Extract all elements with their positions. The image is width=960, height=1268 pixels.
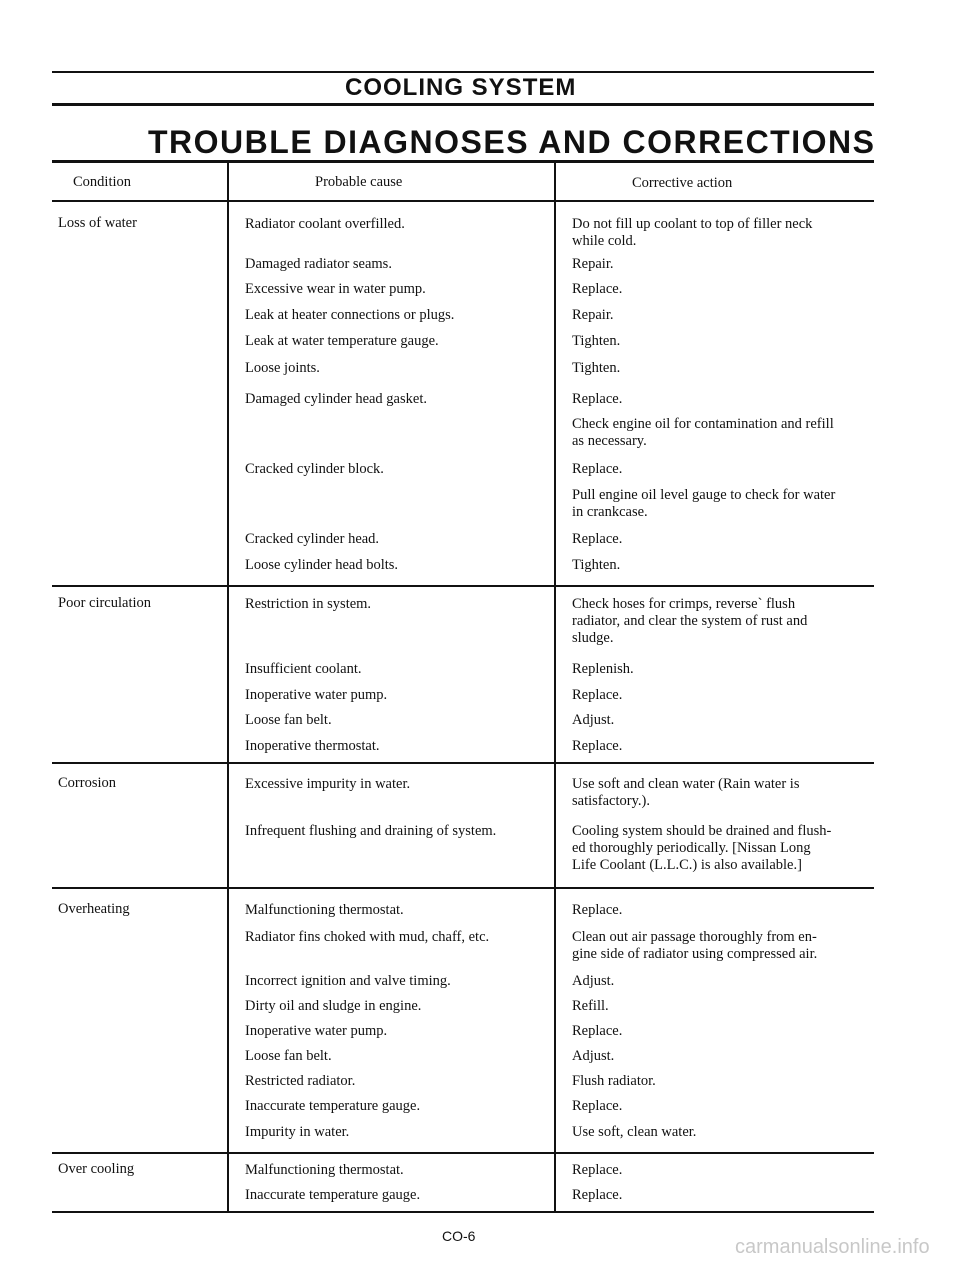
- corrective-action: Replace.: [572, 738, 623, 754]
- table-bottom-rule: [52, 1211, 874, 1213]
- corrective-action: in crankcase.: [572, 504, 648, 520]
- column-divider-1: [227, 163, 229, 1213]
- group-divider: [52, 762, 874, 764]
- probable-cause: Dirty oil and sludge in engine.: [245, 998, 422, 1014]
- probable-cause: Inoperative thermostat.: [245, 738, 380, 754]
- corrective-action: Life Coolant (L.L.C.) is also available.]: [572, 857, 802, 873]
- probable-cause: Loose joints.: [245, 360, 320, 376]
- probable-cause: Infrequent flushing and draining of system.: [245, 823, 497, 839]
- corrective-action: Replace.: [572, 687, 623, 703]
- probable-cause: Radiator coolant overfilled.: [245, 216, 405, 232]
- probable-cause: Excessive impurity in water.: [245, 776, 411, 792]
- group-divider: [52, 887, 874, 889]
- probable-cause: Radiator fins choked with mud, chaff, etc.: [245, 929, 490, 945]
- section-title: COOLING SYSTEM: [345, 74, 577, 101]
- group-divider: [52, 585, 874, 587]
- header-condition: Condition: [73, 174, 132, 190]
- probable-cause: Loose fan belt.: [245, 712, 332, 728]
- corrective-action: Flush radiator.: [572, 1073, 656, 1089]
- corrective-action: Do not fill up coolant to top of filler neck: [572, 216, 813, 232]
- corrective-action: Replace.: [572, 1162, 623, 1178]
- probable-cause: Inoperative water pump.: [245, 687, 388, 703]
- probable-cause: Incorrect ignition and valve timing.: [245, 973, 451, 989]
- header-corrective-action: Corrective action: [632, 175, 733, 191]
- corrective-action: Pull engine oil level gauge to check for water: [572, 487, 836, 503]
- probable-cause: Leak at water temperature gauge.: [245, 333, 439, 349]
- corrective-action: Refill.: [572, 998, 609, 1014]
- probable-cause: Impurity in water.: [245, 1124, 350, 1140]
- corrective-action: Tighten.: [572, 333, 621, 349]
- corrective-action: Replace.: [572, 1023, 623, 1039]
- corrective-action: Adjust.: [572, 973, 615, 989]
- corrective-action: Check engine oil for contamination and refill: [572, 416, 834, 432]
- corrective-action: Replace.: [572, 1098, 623, 1114]
- page-number: CO-6: [442, 1228, 476, 1244]
- probable-cause: Restriction in system.: [245, 596, 372, 612]
- probable-cause: Inaccurate temperature gauge.: [245, 1098, 421, 1114]
- corrective-action: Tighten.: [572, 360, 621, 376]
- probable-cause: Inaccurate temperature gauge.: [245, 1187, 421, 1203]
- corrective-action: Replace.: [572, 902, 623, 918]
- corrective-action: Repair.: [572, 307, 614, 323]
- probable-cause: Loose fan belt.: [245, 1048, 332, 1064]
- corrective-action: Replenish.: [572, 661, 634, 677]
- corrective-action: sludge.: [572, 630, 614, 646]
- header-probable-cause: Probable cause: [315, 174, 403, 190]
- corrective-action: satisfactory.).: [572, 793, 650, 809]
- corrective-action: ed thoroughly periodically. [Nissan Long: [572, 840, 811, 856]
- page-title: TROUBLE DIAGNOSES AND CORRECTIONS: [148, 124, 876, 160]
- corrective-action: Replace.: [572, 531, 623, 547]
- corrective-action: Use soft and clean water (Rain water is: [572, 776, 800, 792]
- group-divider: [52, 1152, 874, 1154]
- column-divider-2: [554, 163, 556, 1213]
- corrective-action: Cooling system should be drained and flush-: [572, 823, 832, 839]
- condition-label: Poor circulation: [58, 595, 152, 611]
- corrective-action: Replace.: [572, 391, 623, 407]
- condition-label: Loss of water: [58, 215, 137, 231]
- corrective-action: radiator, and clear the system of rust and: [572, 613, 808, 629]
- header-rule: [52, 200, 874, 202]
- corrective-action: as necessary.: [572, 433, 647, 449]
- probable-cause: Malfunctioning thermostat.: [245, 902, 404, 918]
- corrective-action: Clean out air passage thoroughly from en-: [572, 929, 817, 945]
- condition-label: Corrosion: [58, 775, 116, 791]
- probable-cause: Cracked cylinder head.: [245, 531, 380, 547]
- corrective-action: Replace.: [572, 281, 623, 297]
- probable-cause: Insufficient coolant.: [245, 661, 362, 677]
- probable-cause: Excessive wear in water pump.: [245, 281, 426, 297]
- probable-cause: Restricted radiator.: [245, 1073, 356, 1089]
- probable-cause: Malfunctioning thermostat.: [245, 1162, 404, 1178]
- probable-cause: Inoperative water pump.: [245, 1023, 388, 1039]
- probable-cause: Damaged cylinder head gasket.: [245, 391, 427, 407]
- condition-label: Overheating: [58, 901, 130, 917]
- probable-cause: Cracked cylinder block.: [245, 461, 384, 477]
- corrective-action: Tighten.: [572, 557, 621, 573]
- corrective-action: Replace.: [572, 461, 623, 477]
- corrective-action: Adjust.: [572, 712, 615, 728]
- corrective-action: gine side of radiator using compressed air.: [572, 946, 818, 962]
- corrective-action: while cold.: [572, 233, 637, 249]
- probable-cause: Damaged radiator seams.: [245, 256, 392, 272]
- corrective-action: Check hoses for crimps, reverse` flush: [572, 596, 796, 612]
- corrective-action: Adjust.: [572, 1048, 615, 1064]
- probable-cause: Leak at heater connections or plugs.: [245, 307, 455, 323]
- watermark: carmanualsonline.info: [735, 1236, 930, 1258]
- corrective-action: Repair.: [572, 256, 614, 272]
- probable-cause: Loose cylinder head bolts.: [245, 557, 399, 573]
- corrective-action: Use soft, clean water.: [572, 1124, 697, 1140]
- condition-label: Over cooling: [58, 1161, 135, 1177]
- corrective-action: Replace.: [572, 1187, 623, 1203]
